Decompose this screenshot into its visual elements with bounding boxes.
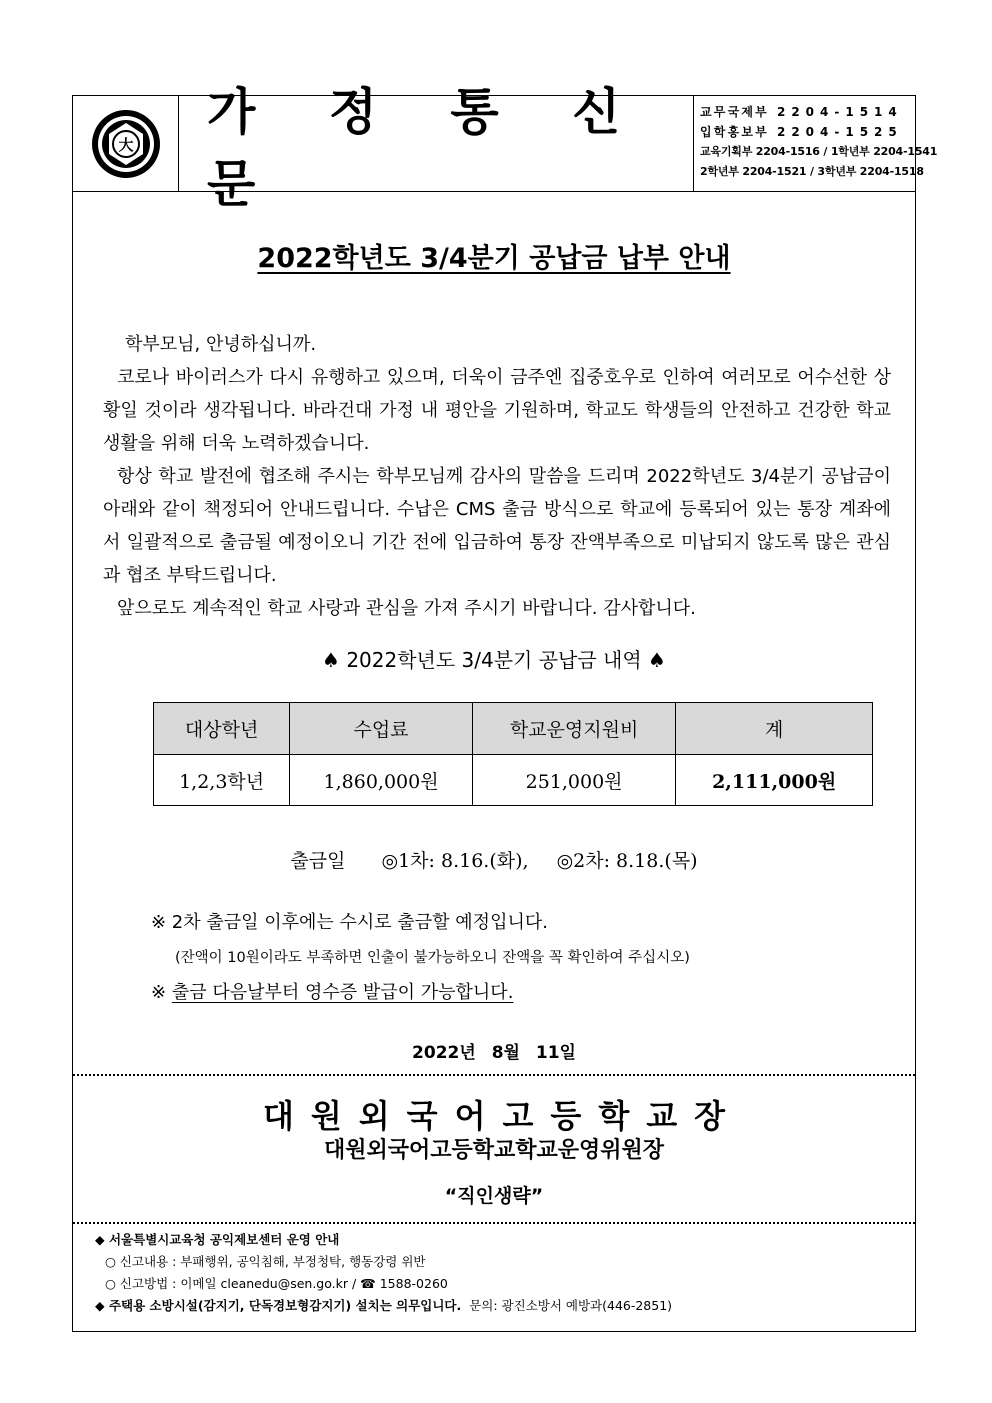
issue-date: 2022년 8월 11일 — [412, 1043, 576, 1063]
withdraw-first: ◎1차: 8.16.(화), — [381, 850, 529, 872]
paragraph: 코로나 바이러스가 다시 유행하고 있으며, 더욱이 금주엔 집중호우로 인하여 여러모로 어수선한 상황일 것이라 생각됩니다. 바라건대 가정 내 평안을 기원하며, 학교도 학생들의 안전하고 건강한 학교생활을 위해 더욱 노력하겠습니다. — [103, 367, 891, 454]
header — [73, 82, 938, 213]
footer-line: ○ 신고방법 : 이메일 cleanedu@sen.go.kr / ☎ 1588-0260 — [105, 1276, 448, 1291]
withdraw-second: ◎2차: 8.18.(목) — [556, 850, 698, 872]
table-header: 대상학년 — [154, 703, 290, 755]
table-header: 계 — [676, 703, 873, 755]
withdraw-label: 출금일 — [290, 850, 346, 872]
divider — [73, 1074, 915, 1076]
paragraph: 항상 학교 발전에 협조해 주시는 학부모님께 감사의 말씀을 드리며 2022학년도 3/4분기 공납금이 아래와 같이 책정되어 안내드립니다. 수납은 CMS 출금 방식으로 학교에 등록되어 있는 통장 계좌에서 일괄적으로 출금될 예정이오니 기간 전에 입금하여 통장 잔액부족으로 미납되지 않도록 많은 관심과 협조 부탁드립니다. — [103, 466, 891, 586]
page-title: 가 정 통 신 문 — [207, 82, 649, 213]
phone-line: 2학년부 2204-1521 / 3학년부 2204-1518 — [700, 165, 924, 178]
table-cell-total: 2,111,000원 — [676, 755, 873, 806]
fee-table — [153, 702, 873, 806]
svg-text:大: 大 — [117, 135, 134, 154]
phone-line: 교무국제부 2204-1514 — [700, 105, 903, 119]
table-header: 학교운영지원비 — [472, 703, 675, 755]
withdraw-dates — [73, 846, 915, 873]
paragraph: 학부모님, 안녕하십니까. — [125, 334, 317, 355]
school-emblem-icon — [89, 107, 163, 181]
phone-line: 교육기획부 2204-1516 / 1학년부 2204-1541 — [700, 145, 938, 158]
footer-info — [95, 1229, 672, 1317]
table-row — [154, 755, 873, 806]
letter-body — [103, 328, 891, 625]
footer-line: ◆ 주택용 소방시설(감지기, 단독경보형감지기) 설치는 의무입니다. 문의: 광진소방서 예방과(446-2851) — [95, 1298, 673, 1313]
note: ※ 2차 출금일 이후에는 수시로 출금할 예정입니다. — [151, 912, 548, 933]
footer-line: ○ 신고내용 : 부패행위, 공익침해, 부정청탁, 행동강령 위반 — [105, 1254, 426, 1269]
paragraph: 앞으로도 계속적인 학교 사랑과 관심을 가져 주시기 바랍니다. 감사합니다. — [117, 598, 696, 619]
table-header: 수업료 — [290, 703, 473, 755]
committee-name: 대원외국어고등학교학교운영위원장 — [323, 1138, 665, 1163]
footer-line: ◆ 서울특별시교육청 공익제보센터 운영 안내 — [95, 1232, 340, 1247]
notice-page — [72, 82, 938, 1332]
logo-cell — [73, 96, 179, 191]
table-header-row — [154, 703, 873, 755]
principal-name: 대원외국어고등학교장 — [262, 1097, 743, 1135]
table-cell: 1,860,000원 — [290, 755, 473, 806]
divider — [73, 1222, 915, 1224]
table-cell: 1,2,3학년 — [154, 755, 290, 806]
table-cell: 251,000원 — [472, 755, 675, 806]
underlined-note: 출금 다음날부터 영수증 발급이 가능합니다. — [171, 982, 514, 1003]
section-title: ♠ 2022학년도 3/4분기 공납금 내역 ♠ — [322, 648, 666, 672]
document-title: 2022학년도 3/4분기 공납금 납부 안내 — [257, 243, 731, 274]
phone-directory — [693, 96, 938, 191]
note-detail: (잔액이 10원이라도 부족하면 인출이 불가능하오니 잔액을 꼭 확인하여 주십시오) — [175, 950, 690, 966]
seal-omitted: “직인생략” — [444, 1185, 544, 1207]
phone-line: 입학홍보부 2204-1525 — [700, 125, 903, 139]
note: ※ 출금 다음날부터 영수증 발급이 가능합니다. — [151, 982, 514, 1003]
